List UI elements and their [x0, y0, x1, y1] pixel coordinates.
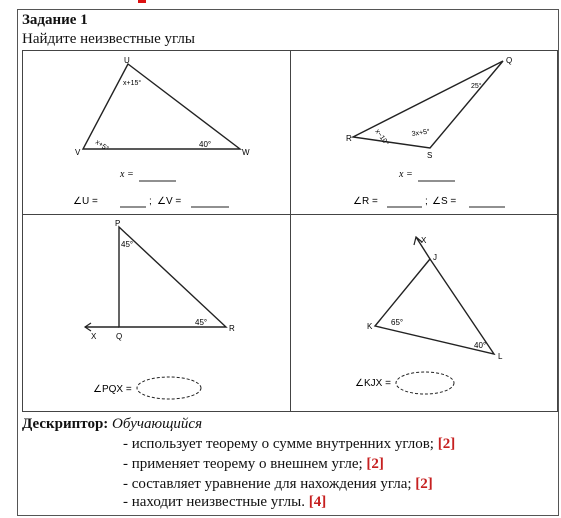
angle-l-label: 40° — [474, 341, 487, 350]
triangle-uvw-figure — [23, 51, 291, 215]
task-instruction: Найдите неизвестные углы — [22, 31, 195, 47]
panel-triangle-uvw — [22, 50, 292, 216]
separator: ; — [149, 196, 152, 207]
answer-pqx-label: ∠PQX = — [93, 384, 132, 395]
answer-v-label: ∠V = — [157, 196, 182, 207]
vertex-p: P — [115, 219, 121, 228]
angle-p-label: 45° — [121, 240, 134, 249]
vertex-k: K — [367, 322, 373, 331]
vertex-x: X — [91, 332, 97, 341]
triangle-qrs-figure — [291, 51, 557, 215]
descriptor-item — [123, 456, 384, 473]
descriptor-item-points: [2] — [437, 436, 456, 452]
answer-kjx-label: ∠KJX = — [355, 378, 391, 389]
descriptor-item-points: [2] — [366, 456, 384, 472]
vertex-w: W — [242, 148, 250, 157]
vertex-s: S — [427, 151, 433, 160]
answer-u-label: ∠U = — [73, 196, 98, 207]
vertex-r: R — [229, 324, 235, 333]
descriptor-item — [123, 436, 455, 453]
angle-v-label: x+5° — [93, 138, 110, 153]
angle-u-label: x+15° — [123, 80, 142, 87]
descriptor-item-points: [2] — [415, 476, 433, 492]
panel-triangle-jkl — [290, 214, 558, 412]
descriptor-item-text: - находит неизвестные углы. — [123, 494, 305, 510]
panel-triangle-pqr — [22, 214, 292, 412]
angle-k-label: 65° — [391, 318, 404, 327]
vertex-j: J — [433, 253, 437, 262]
descriptor-item-text: - применяет теорему о внешнем угле; — [123, 456, 363, 472]
triangle-pqr-figure — [23, 215, 291, 411]
descriptor-item-text: - составляет уравнение для нахождения угла; — [123, 476, 412, 492]
vertex-q: Q — [506, 56, 513, 65]
answer-pqx-field[interactable] — [137, 377, 201, 399]
vertex-l: L — [498, 352, 503, 361]
angle-s-label: 3x+5° — [411, 128, 431, 138]
descriptor-item-text: - использует теорему о сумме внутренних углов; — [123, 436, 434, 452]
answer-kjx-field[interactable] — [396, 372, 454, 394]
angle-r-label: x−10° — [373, 128, 390, 148]
descriptor-item-points: [4] — [308, 494, 327, 510]
vertex-v: V — [75, 148, 81, 157]
panel-triangle-qrs — [290, 50, 558, 216]
answer-x-label: x = — [399, 169, 413, 180]
answer-s-label: ∠S = — [432, 196, 457, 207]
angle-w-label: 40° — [199, 140, 212, 149]
answer-x-label: x = — [120, 169, 134, 180]
answer-r-label: ∠R = — [353, 196, 378, 207]
separator: ; — [425, 196, 428, 207]
descriptor-subject: Обучающийся — [112, 416, 203, 432]
triangle-jkl-figure — [291, 215, 557, 411]
angle-q-label: 25° — [471, 83, 482, 90]
top-mark — [0, 0, 561, 4]
descriptor-item — [123, 476, 433, 493]
task-title: Задание 1 — [22, 12, 88, 28]
vertex-x: X — [421, 236, 427, 245]
descriptor-item — [123, 494, 326, 511]
vertex-u: U — [124, 56, 130, 65]
vertex-q: Q — [116, 332, 123, 341]
descriptor-heading — [22, 416, 202, 433]
vertex-r: R — [346, 134, 352, 143]
angle-r-label: 45° — [195, 318, 208, 327]
descriptor-label: Дескриптор: — [22, 416, 109, 432]
